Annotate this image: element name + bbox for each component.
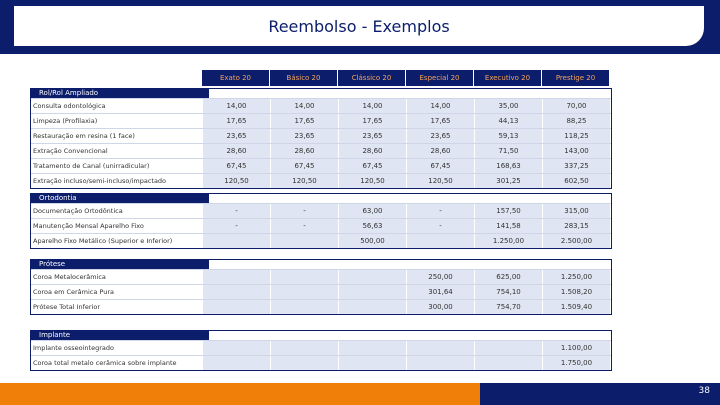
table-cell: 88,25	[543, 114, 610, 128]
table-cell: 67,45	[203, 159, 270, 173]
section-title: Rol/Rol Ampliado	[31, 89, 209, 98]
table-row	[31, 269, 611, 284]
table-cell	[339, 300, 406, 314]
row-label: Coroa Metalocerâmica	[33, 273, 106, 281]
table-cell	[339, 270, 406, 284]
table-cell: 1.509,40	[543, 300, 610, 314]
table-cell: 1.750,00	[543, 356, 610, 370]
table-row	[31, 218, 611, 233]
table-cell: 28,60	[271, 144, 338, 158]
table-cell: 283,15	[543, 219, 610, 233]
section-1	[30, 193, 612, 249]
table-row	[31, 143, 611, 158]
table-cell: 120,50	[407, 174, 474, 188]
column-header: Especial 20	[406, 70, 473, 86]
table-cell: 70,00	[543, 99, 610, 113]
table-cell	[203, 341, 270, 355]
table-cell: 168,63	[475, 159, 542, 173]
table-cell: 44,13	[475, 114, 542, 128]
table-cell: 67,45	[339, 159, 406, 173]
footer-orange-bar	[0, 383, 480, 405]
table-cell: 1.250,00	[475, 234, 542, 248]
table-cell	[271, 285, 338, 299]
table-cell: 59,13	[475, 129, 542, 143]
table-cell: 14,00	[339, 99, 406, 113]
table-cell: 141,58	[475, 219, 542, 233]
table-row	[31, 128, 611, 143]
table-row	[31, 355, 611, 370]
page-number: 38	[698, 386, 710, 396]
table-cell	[203, 270, 270, 284]
table-cell: 500,00	[339, 234, 406, 248]
column-headers	[202, 70, 610, 86]
table-cell: -	[407, 204, 474, 218]
table-cell: 23,65	[271, 129, 338, 143]
table-cell: 71,50	[475, 144, 542, 158]
table-cell: 17,65	[203, 114, 270, 128]
table-cell: 14,00	[271, 99, 338, 113]
table-cell	[271, 341, 338, 355]
table-cell	[407, 234, 474, 248]
section-title: Implante	[31, 331, 209, 340]
row-label: Restauração em resina (1 face)	[33, 132, 135, 140]
row-label: Consulta odontológica	[33, 102, 106, 110]
table-row	[31, 203, 611, 218]
table-cell: 2.500,00	[543, 234, 610, 248]
table-cell: 1.508,20	[543, 285, 610, 299]
table-cell	[475, 341, 542, 355]
table-cell: 118,25	[543, 129, 610, 143]
table-cell: 315,00	[543, 204, 610, 218]
table-cell	[203, 234, 270, 248]
table-cell: 17,65	[271, 114, 338, 128]
table-cell: 17,65	[339, 114, 406, 128]
table-cell: 17,65	[407, 114, 474, 128]
table-cell: 300,00	[407, 300, 474, 314]
table-cell: 1.100,00	[543, 341, 610, 355]
table-cell	[271, 270, 338, 284]
table-cell: 35,00	[475, 99, 542, 113]
row-label: Extração incluso/semi-incluso/impactado	[33, 177, 167, 185]
table-cell: 56,63	[339, 219, 406, 233]
table-cell: 63,00	[339, 204, 406, 218]
row-label: Aparelho Fixo Metálico (Superior e Inferior)	[33, 237, 173, 245]
table-cell	[339, 285, 406, 299]
table-cell	[271, 356, 338, 370]
table-cell: 23,65	[203, 129, 270, 143]
table-cell	[339, 356, 406, 370]
table-cell	[203, 356, 270, 370]
row-label: Coroa total metalo cerâmica sobre implante	[33, 359, 177, 367]
table-cell: -	[271, 219, 338, 233]
table-cell: 28,60	[203, 144, 270, 158]
table-cell: 28,60	[407, 144, 474, 158]
table-cell: 625,00	[475, 270, 542, 284]
table-cell: 67,45	[407, 159, 474, 173]
table-cell	[271, 234, 338, 248]
table-cell: 120,50	[339, 174, 406, 188]
table-cell: -	[271, 204, 338, 218]
table-cell: 120,50	[203, 174, 270, 188]
table-cell	[339, 341, 406, 355]
table-row	[31, 173, 611, 188]
table-cell	[475, 356, 542, 370]
table-row	[31, 284, 611, 299]
row-label: Documentação Ortodôntica	[33, 207, 123, 215]
table-row	[31, 233, 611, 248]
row-label: Prótese Total Inferior	[33, 303, 101, 311]
column-header: Básico 20	[270, 70, 337, 86]
table-cell: 143,00	[543, 144, 610, 158]
table-cell	[203, 300, 270, 314]
table-cell	[407, 356, 474, 370]
column-header: Clássico 20	[338, 70, 405, 86]
table-cell: 301,64	[407, 285, 474, 299]
row-label: Manutenção Mensal Aparelho Fixo	[33, 222, 144, 230]
table-cell	[203, 285, 270, 299]
table-cell: 602,50	[543, 174, 610, 188]
table-cell	[407, 341, 474, 355]
footer-navy-bar	[480, 383, 720, 405]
table-cell: 23,65	[339, 129, 406, 143]
table-cell: 301,25	[475, 174, 542, 188]
table-cell: 1.250,00	[543, 270, 610, 284]
table-row	[31, 98, 611, 113]
table-cell: 754,70	[475, 300, 542, 314]
table-cell: -	[407, 219, 474, 233]
table-cell: -	[203, 204, 270, 218]
row-label: Limpeza (Profilaxia)	[33, 117, 98, 125]
column-header: Prestige 20	[542, 70, 609, 86]
section-title: Ortodontia	[31, 194, 209, 203]
row-label: Coroa em Cerâmica Pura	[33, 288, 115, 296]
table-cell: 250,00	[407, 270, 474, 284]
section-2	[30, 259, 612, 315]
table-cell: 23,65	[407, 129, 474, 143]
row-label: Implante osseointegrado	[33, 344, 114, 352]
column-header: Exato 20	[202, 70, 269, 86]
table-cell: 67,45	[271, 159, 338, 173]
row-label: Tratamento de Canal (unirradicular)	[33, 162, 150, 170]
table-cell: 337,25	[543, 159, 610, 173]
table-cell: 754,10	[475, 285, 542, 299]
title-bar	[0, 0, 720, 56]
table-cell: -	[203, 219, 270, 233]
slide-title: Reembolso - Exemplos	[268, 16, 450, 36]
table-cell: 14,00	[203, 99, 270, 113]
table-cell	[271, 300, 338, 314]
table-cell: 28,60	[339, 144, 406, 158]
section-3	[30, 330, 612, 371]
table-cell: 14,00	[407, 99, 474, 113]
section-0	[30, 88, 612, 189]
table-row	[31, 158, 611, 173]
row-label: Extração Convencional	[33, 147, 108, 155]
table-cell: 157,50	[475, 204, 542, 218]
table-cell: 120,50	[271, 174, 338, 188]
column-header: Executivo 20	[474, 70, 541, 86]
table-row	[31, 113, 611, 128]
table-row	[31, 299, 611, 314]
section-title: Prótese	[31, 260, 209, 269]
table-row	[31, 340, 611, 355]
